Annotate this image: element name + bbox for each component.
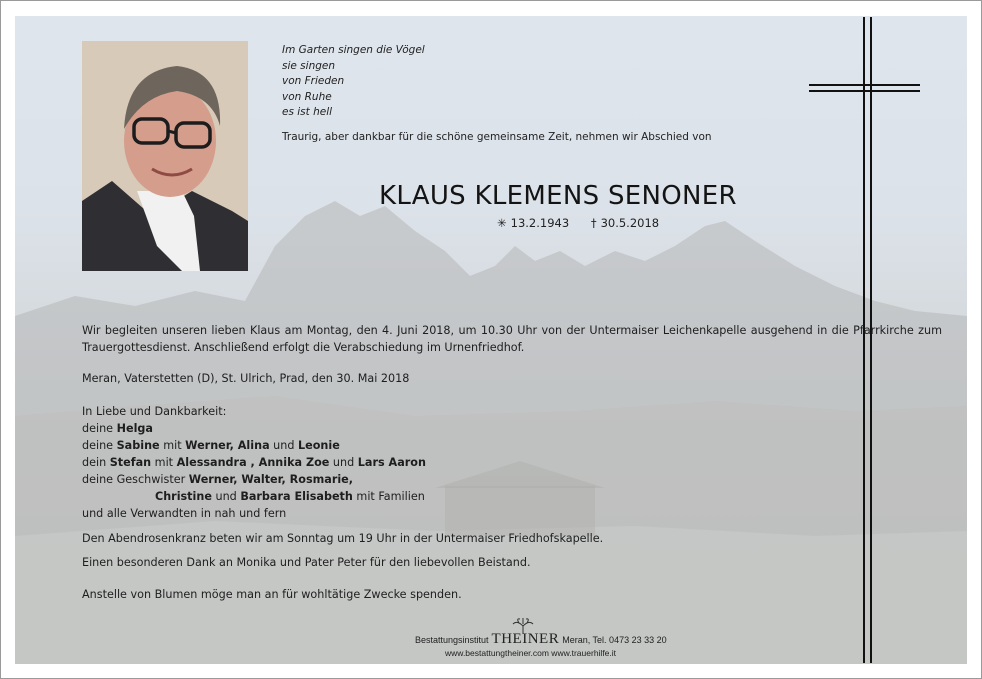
death-date: † 30.5.2018 [590, 216, 660, 230]
birth-date: ✳ 13.2.1943 [497, 216, 570, 230]
list-item: Christine und Barbara Elisabeth mit Familien [155, 490, 425, 503]
thanks-note: Einen besonderen Dank an Monika und Pater Peter für den liebevollen Beistand. [82, 556, 531, 569]
poem-line: es ist hell [282, 106, 333, 118]
deceased-name: KLAUS KLEMENS SENONER [379, 181, 737, 211]
family-list [82, 403, 426, 522]
intro-text: Traurig, aber dankbar für die schöne gemeinsame Zeit, nehmen wir Abschied von [282, 131, 712, 143]
life-dates [497, 216, 677, 230]
list-item: dein Stefan mit Alessandra , Annika Zoe und Lars Aaron [82, 456, 426, 469]
poem [282, 43, 425, 121]
family-heading: In Liebe und Dankbarkeit: [82, 405, 227, 418]
list-item: deine Helga [82, 422, 153, 435]
list-item: und alle Verwandten in nah und fern [82, 507, 287, 520]
list-item: deine Sabine mit Werner, Alina und Leonie [82, 439, 340, 452]
poem-line: von Frieden [282, 75, 345, 87]
poem-line: von Ruhe [282, 90, 332, 103]
funeral-paragraph: Wir begleiten unseren lieben Klaus am Montag, den 4. Juni 2018, um 10.30 Uhr von der Untermaiser Leichenkapelle ausgehend in die Pfarrkirche zum Trauergottesdienst. Anschließend erfolgt die Verabschiedung im Urnenfriedhof. [82, 324, 942, 354]
star-icon: ✳ [497, 216, 507, 230]
poem-line: sie singen [282, 59, 336, 72]
portrait-photo [82, 41, 248, 271]
cross-icon: † [590, 216, 597, 230]
list-item: deine Geschwister Werner, Walter, Rosmarie, [82, 473, 354, 486]
portrait-illustration [82, 41, 248, 271]
rosary-note: Den Abendrosenkranz beten wir am Sonntag um 19 Uhr in der Untermaiser Friedhofskapelle. [82, 532, 604, 545]
flowers-note: Anstelle von Blumen möge man an für wohltätige Zwecke spenden. [82, 588, 462, 601]
funeral-home-websites: www.bestattungtheiner.com www.trauerhilfe.it [445, 648, 617, 658]
funeral-home-brand: THEINER [491, 631, 560, 647]
funeral-home-line: Bestattungsinstitut THEINER Meran, Tel. 0473 23 33 20 [415, 631, 667, 647]
place-date: Meran, Vaterstetten (D), St. Ulrich, Prad, den 30. Mai 2018 [82, 372, 410, 385]
poem-line: Im Garten singen die Vögel [282, 44, 425, 56]
